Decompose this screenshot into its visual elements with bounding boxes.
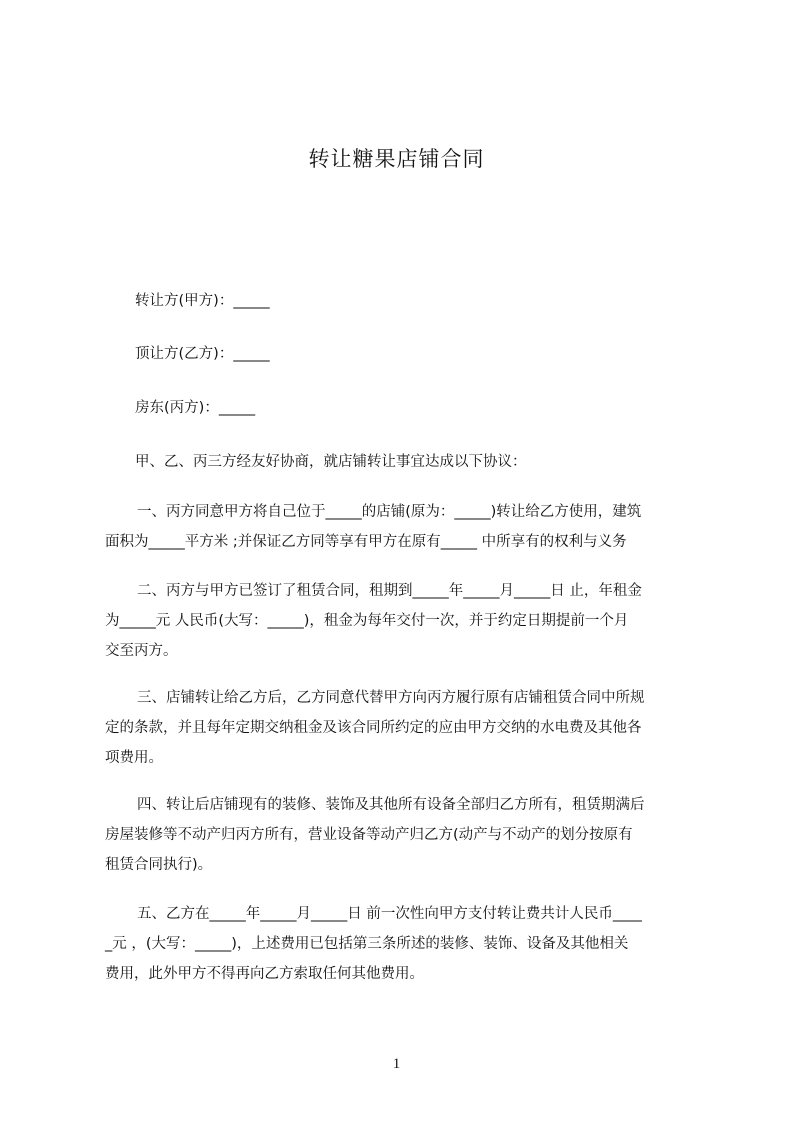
clause-line: 五、乙方在_____年_____月_____日 前一次性向甲方支付转让费共计人民币____ [137, 906, 642, 922]
clause-4 [105, 790, 705, 880]
clause-line: 租赁合同执行)。 [105, 857, 213, 873]
clause-2 [105, 576, 705, 666]
clause-1 [105, 497, 705, 557]
clause-line: 二、丙方与甲方已签订了租赁合同，租期到_____年_____月_____日 止，年租金 [137, 583, 642, 599]
clause-line: 房屋装修等不动产归丙方所有，营业设备等动产归乙方(动产与不动产的划分按原有 [105, 827, 633, 843]
clause-3 [105, 683, 705, 773]
document-title: 转让糖果店铺合同 [308, 147, 485, 171]
clause-5 [105, 899, 705, 989]
clause-line: 费用，此外甲方不得再向乙方索取任何其他费用。 [105, 966, 424, 982]
party-landlord: 房东(丙方)：_____ [135, 400, 256, 416]
page-number: 1 [392, 1056, 401, 1072]
clause-line: 四、转让后店铺现有的装修、装饰及其他所有设备全部归乙方所有，租赁期满后 [137, 797, 645, 813]
clause-line: 定的条款，并且每年定期交纳租金及该合同所约定的应由甲方交纳的水电费及其他各 [105, 720, 642, 736]
clause-line: 交至丙方。 [105, 643, 178, 659]
clause-line: 项费用。 [105, 750, 163, 766]
clause-line: 面积为_____平方米 ;并保证乙方同等享有甲方在原有_____ 中所享有的权利与义务 [105, 534, 627, 550]
clause-line: 为_____元 人民币(大写：_____)，租金为每年交付一次，并于约定日期提前一个月 [105, 613, 629, 629]
intro-paragraph: 甲、乙、丙三方经友好协商，就店铺转让事宜达成以下协议： [135, 454, 527, 470]
clause-line: _元 ，(大写：_____)，上述费用已包括第三条所述的装修、装饰、设备及其他相关 [105, 936, 629, 952]
party-transferor: 转让方(甲方)：_____ [135, 293, 270, 309]
party-transferee: 顶让方(乙方)：_____ [135, 346, 270, 362]
clause-line: 三、店铺转让给乙方后，乙方同意代替甲方向丙方履行原有店铺租赁合同中所规 [137, 690, 645, 706]
clause-line: 一、丙方同意甲方将自己位于_____的店铺(原为：_____)转让给乙方使用，建筑 [137, 504, 642, 520]
